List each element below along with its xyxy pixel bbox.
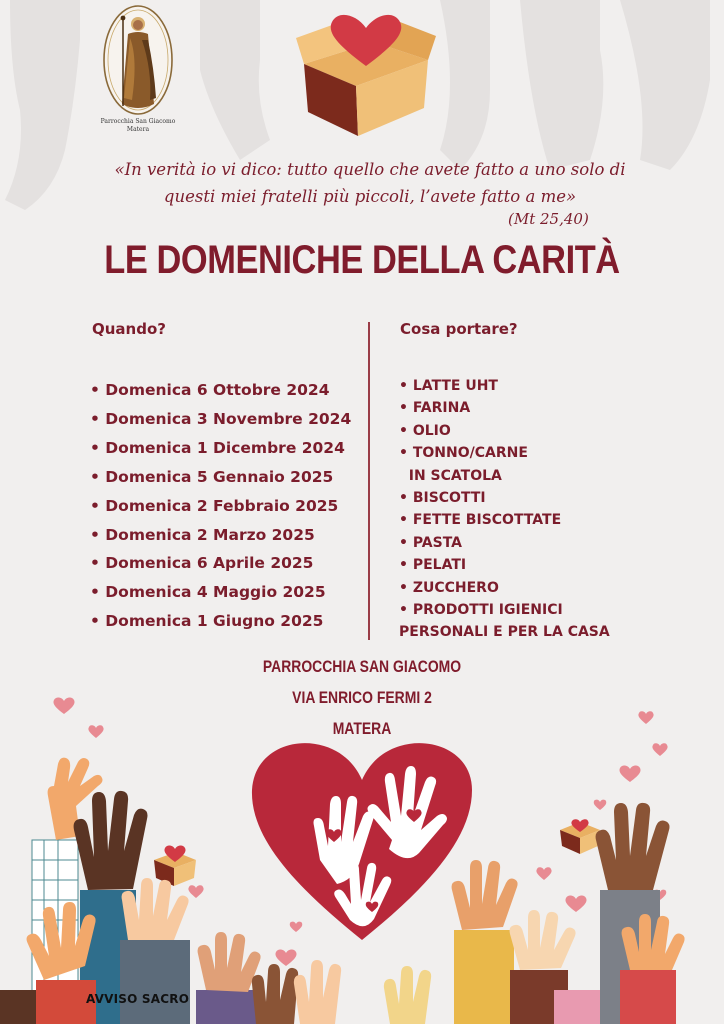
date-item: • Domenica 6 Aprile 2025: [90, 554, 314, 573]
donation-item: • OLIO: [399, 422, 451, 439]
donation-item: • PELATI: [399, 557, 467, 574]
address-parish: PARROCCHIA SAN GIACOMO: [262, 657, 462, 676]
date-item: • Domenica 1 Giugno 2025: [90, 612, 324, 631]
date-item: • Domenica 2 Marzo 2025: [90, 525, 315, 544]
donation-item: • PASTA: [399, 534, 463, 551]
date-item: • Domenica 2 Febbraio 2025: [90, 496, 339, 515]
dates-list: [90, 376, 351, 636]
logo-caption: [92, 118, 184, 134]
donation-item: • FARINA: [399, 400, 471, 417]
logo-caption-line2: Matera: [126, 126, 150, 133]
page-title: LE DOMENICHE DELLA CARITÀ: [104, 238, 620, 282]
date-item: • Domenica 1 Dicembre 2024: [90, 438, 345, 457]
address-street: VIA ENRICO FERMI 2: [292, 688, 432, 707]
quote-line-1: «In verità io vi dico: tutto quello che avete fatto a uno solo di: [114, 160, 626, 179]
donation-item: • ZUCCHERO: [399, 579, 499, 596]
date-item: • Domenica 5 Gennaio 2025: [90, 467, 334, 486]
donation-item: • FETTE BISCOTTATE: [399, 512, 562, 529]
quote-line-2: questi miei fratelli più piccoli, l’avete fatto a me»: [163, 187, 577, 206]
donation-item: • BISCOTTI: [399, 490, 486, 507]
sacred-notice-label: AVVISO SACRO: [86, 992, 190, 1006]
gospel-quote: [90, 156, 650, 210]
quote-reference: (Mt 25,40): [508, 210, 589, 228]
donation-item: PERSONALI E PER LA CASA: [399, 624, 610, 641]
date-item: • Domenica 6 Ottobre 2024: [90, 381, 330, 399]
donation-item: • TONNO/CARNE: [399, 445, 528, 462]
charity-hands-illustration: [0, 690, 724, 1024]
gift-box-heart-icon: [296, 12, 436, 136]
donation-item: • LATTE UHT: [399, 378, 498, 394]
date-item: • Domenica 3 Novembre 2024: [90, 409, 352, 428]
donation-item: • PRODOTTI IGIENICI: [399, 602, 563, 619]
donation-item: IN SCATOLA: [399, 467, 502, 484]
what-heading: Cosa portare?: [400, 320, 518, 338]
address-city: MATERA: [332, 719, 392, 738]
date-item: • Domenica 4 Maggio 2025: [90, 583, 326, 602]
donation-items-list: [399, 375, 610, 644]
when-heading: Quando?: [92, 320, 166, 338]
logo-caption-line1: Parrocchia San Giacomo: [100, 118, 176, 125]
column-divider: [368, 322, 370, 640]
